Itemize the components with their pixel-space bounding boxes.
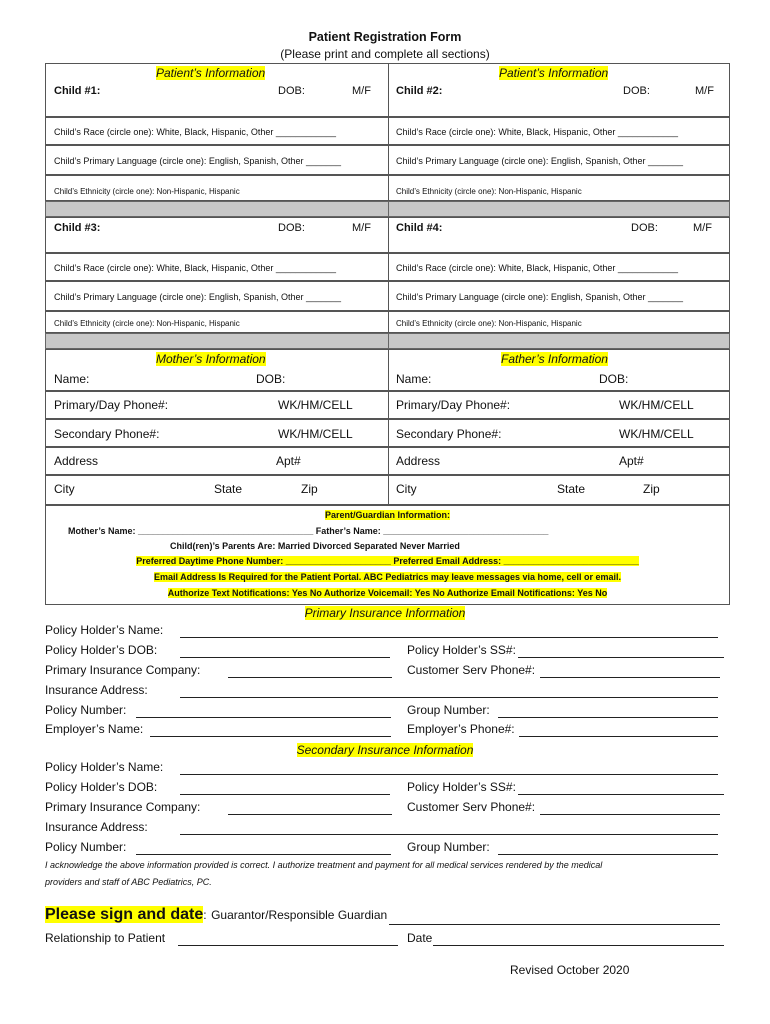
email-required-line: Email Address Is Required for the Patient Portal. ABC Pediatrics may leave messages via home, cell or email. (153, 572, 621, 582)
mother-secondary-phone[interactable] (45, 419, 389, 447)
child1-label: Child #1: (54, 85, 101, 97)
primary-address-field[interactable] (180, 697, 718, 698)
mother-address[interactable] (45, 447, 389, 475)
secondary-insurance-heading-wrap (0, 743, 770, 757)
mother-info-label: Mother’s Information (156, 352, 266, 366)
employer-phone-field[interactable] (519, 736, 718, 737)
employer-name-label: Employer’s Name: (45, 722, 144, 736)
secondary-address-field[interactable] (180, 834, 718, 835)
child3-dob: DOB: (278, 222, 305, 234)
patient-info-right-header (388, 63, 730, 81)
secondary-company-label: Primary Insurance Company: (45, 800, 201, 814)
email-required-wrap (46, 572, 729, 582)
father-secondary-phone[interactable] (388, 419, 730, 447)
child3-language-text: Child’s Primary Language (circle one): English, Spanish, Other _______ (54, 292, 341, 302)
child2-row[interactable] (388, 81, 730, 117)
child2-ethnicity[interactable] (388, 175, 730, 201)
child4-ethnicity[interactable] (388, 311, 730, 333)
child3-language[interactable] (45, 281, 389, 311)
guardian-signature-label: Guarantor/Responsible Guardian (211, 908, 388, 922)
daytime-line-wrap (46, 556, 729, 566)
guardian-names-line: Mother’s Name: ___________________________________ Father’s Name: _________________________________ (68, 526, 549, 536)
child3-sex: M/F (352, 222, 371, 234)
child1-sex: M/F (352, 85, 371, 97)
father-address[interactable] (388, 447, 730, 475)
primary-group-number-label: Group Number: (407, 703, 490, 717)
mother-secondary-phone-type: WK/HM/CELL (278, 427, 353, 441)
primary-holder-name-label: Policy Holder’s Name: (45, 623, 164, 637)
child1-ethnicity[interactable] (45, 175, 389, 201)
mother-primary-phone[interactable] (45, 391, 389, 419)
secondary-group-number-label: Group Number: (407, 840, 490, 854)
primary-group-number-field[interactable] (498, 717, 718, 718)
secondary-holder-dob-field[interactable] (180, 794, 390, 795)
mother-name-row[interactable] (45, 349, 389, 391)
child3-ethnicity-text: Child’s Ethnicity (circle one): Non-Hispanic, Hispanic (54, 319, 240, 328)
primary-insurance-heading-wrap (0, 606, 770, 620)
child4-ethnicity-text: Child’s Ethnicity (circle one): Non-Hispanic, Hispanic (396, 319, 582, 328)
child2-race[interactable] (388, 117, 730, 145)
father-dob-label: DOB: (599, 372, 629, 386)
secondary-policy-number-label: Policy Number: (45, 840, 127, 854)
primary-holder-ss-field[interactable] (518, 657, 724, 658)
primary-company-label: Primary Insurance Company: (45, 663, 201, 677)
child4-language-text: Child’s Primary Language (circle one): English, Spanish, Other _______ (396, 292, 683, 302)
primary-holder-dob-field[interactable] (180, 657, 390, 658)
father-secondary-phone-type: WK/HM/CELL (619, 427, 694, 441)
contact-preferences[interactable] (45, 555, 730, 605)
primary-company-field[interactable] (228, 677, 392, 678)
child1-language-text: Child’s Primary Language (circle one): English, Spanish, Other _______ (54, 156, 341, 166)
guardian-status-line: Child(ren)’s Parents Are: Married Divorced Separated Never Married (170, 541, 460, 551)
child2-language[interactable] (388, 145, 730, 175)
secondary-holder-name-label: Policy Holder’s Name: (45, 760, 164, 774)
child3-ethnicity[interactable] (45, 311, 389, 333)
child1-row[interactable] (45, 81, 389, 117)
guardian-signature-field[interactable] (389, 924, 720, 925)
child1-race-text: Child’s Race (circle one): White, Black, Hispanic, Other ____________ (54, 127, 336, 137)
signature-row (45, 906, 387, 924)
child2-ethnicity-text: Child’s Ethnicity (circle one): Non-Hispanic, Hispanic (396, 187, 582, 196)
child2-dob: DOB: (623, 85, 650, 97)
date-label: Date (407, 931, 433, 945)
separator-band (45, 333, 389, 349)
secondary-holder-ss-label: Policy Holder’s SS#: (407, 780, 516, 794)
form-title: Patient Registration Form (308, 30, 462, 44)
primary-policy-number-label: Policy Number: (45, 703, 127, 717)
father-zip-label: Zip (643, 482, 660, 496)
relationship-field[interactable] (178, 945, 398, 946)
father-address-label: Address (396, 454, 441, 468)
mother-name-label: Name: (54, 372, 90, 386)
separator-band (45, 201, 389, 217)
guardian-heading: Parent/Guardian Information: (324, 510, 450, 520)
acknowledgement-line-2: providers and staff of ABC Pediatrics, PC. (45, 877, 212, 887)
secondary-holder-dob-label: Policy Holder’s DOB: (45, 780, 158, 794)
sign-and-date-prompt: Please sign and date (45, 906, 204, 923)
patient-info-left-header (45, 63, 389, 81)
child4-sex: M/F (693, 222, 712, 234)
father-primary-phone[interactable] (388, 391, 730, 419)
secondary-customer-phone-label: Customer Serv Phone#: (407, 800, 536, 814)
secondary-holder-name-field[interactable] (180, 774, 718, 775)
child4-label: Child #4: (396, 222, 443, 234)
guardian-heading-wrap (46, 510, 729, 520)
child4-race[interactable] (388, 253, 730, 281)
child1-language[interactable] (45, 145, 389, 175)
employer-phone-label: Employer’s Phone#: (407, 722, 515, 736)
date-field[interactable] (433, 945, 724, 946)
child4-language[interactable] (388, 281, 730, 311)
mother-zip-label: Zip (301, 482, 318, 496)
mother-city-label: City (54, 482, 75, 496)
child2-sex: M/F (695, 85, 714, 97)
relationship-label: Relationship to Patient (45, 931, 166, 945)
father-primary-phone-type: WK/HM/CELL (619, 398, 694, 412)
secondary-company-field[interactable] (228, 814, 392, 815)
father-name-row[interactable] (388, 349, 730, 391)
child4-row[interactable] (388, 217, 730, 253)
primary-policy-number-field[interactable] (136, 717, 391, 718)
primary-address-label: Insurance Address: (45, 683, 148, 697)
revised-date: Revised October 2020 (510, 963, 630, 977)
secondary-address-label: Insurance Address: (45, 820, 148, 834)
form-subtitle: (Please print and complete all sections) (280, 47, 490, 61)
child4-dob: DOB: (631, 222, 658, 234)
father-city[interactable] (388, 475, 730, 505)
child3-race[interactable] (45, 253, 389, 281)
authorize-notifications-line: Authorize Text Notifications: Yes No Authorize Voicemail: Yes No Authorize Email Notifications: Yes No (167, 588, 608, 598)
father-primary-phone-label: Primary/Day Phone#: (396, 398, 511, 412)
primary-holder-dob-label: Policy Holder’s DOB: (45, 643, 158, 657)
child3-label: Child #3: (54, 222, 101, 234)
father-city-label: City (396, 482, 417, 496)
mother-dob-label: DOB: (256, 372, 286, 386)
mother-primary-phone-type: WK/HM/CELL (278, 398, 353, 412)
sign-colon: : (203, 908, 207, 922)
patient-info-label-right: Patient’s Information (499, 66, 609, 80)
child1-dob: DOB: (278, 85, 305, 97)
acknowledgement-line-1: I acknowledge the above information provided is correct. I authorize treatment and payment for all medical services rendered by the medical (45, 860, 603, 870)
father-info-label: Father’s Information (501, 352, 608, 366)
primary-customer-phone-field[interactable] (540, 677, 720, 678)
father-apt-label: Apt# (619, 454, 644, 468)
child3-race-text: Child’s Race (circle one): White, Black, Hispanic, Other ____________ (54, 263, 336, 273)
secondary-insurance-heading: Secondary Insurance Information (296, 743, 474, 757)
child4-race-text: Child’s Race (circle one): White, Black, Hispanic, Other ____________ (396, 263, 678, 273)
mother-state-label: State (214, 482, 243, 496)
father-secondary-phone-label: Secondary Phone#: (396, 427, 502, 441)
child1-race[interactable] (45, 117, 389, 145)
child2-language-text: Child’s Primary Language (circle one): English, Spanish, Other _______ (396, 156, 683, 166)
child2-label: Child #2: (396, 85, 443, 97)
primary-holder-ss-label: Policy Holder’s SS#: (407, 643, 516, 657)
guardian-section[interactable] (45, 505, 730, 555)
patient-info-label-left: Patient’s Information (156, 66, 266, 80)
mother-apt-label: Apt# (276, 454, 301, 468)
secondary-group-number-field[interactable] (498, 854, 718, 855)
child2-race-text: Child’s Race (circle one): White, Black, Hispanic, Other ____________ (396, 127, 678, 137)
mother-address-label: Address (54, 454, 99, 468)
child3-row[interactable] (45, 217, 389, 253)
secondary-holder-ss-field[interactable] (518, 794, 724, 795)
authorize-wrap (46, 588, 729, 598)
employer-name-field[interactable] (150, 736, 391, 737)
father-state-label: State (557, 482, 586, 496)
primary-insurance-heading: Primary Insurance Information (304, 606, 466, 620)
child1-ethnicity-text: Child’s Ethnicity (circle one): Non-Hispanic, Hispanic (54, 187, 240, 196)
mother-secondary-phone-label: Secondary Phone#: (54, 427, 160, 441)
father-name-label: Name: (396, 372, 432, 386)
secondary-customer-phone-field[interactable] (540, 814, 720, 815)
primary-customer-phone-label: Customer Serv Phone#: (407, 663, 536, 677)
primary-holder-name-field[interactable] (180, 637, 718, 638)
separator-band (388, 201, 730, 217)
mother-city[interactable] (45, 475, 389, 505)
mother-primary-phone-label: Primary/Day Phone#: (54, 398, 169, 412)
separator-band (388, 333, 730, 349)
secondary-policy-number-field[interactable] (136, 854, 391, 855)
daytime-email-line: Preferred Daytime Phone Number: _____________________ Preferred Email Address: ___________________________ (136, 556, 639, 566)
